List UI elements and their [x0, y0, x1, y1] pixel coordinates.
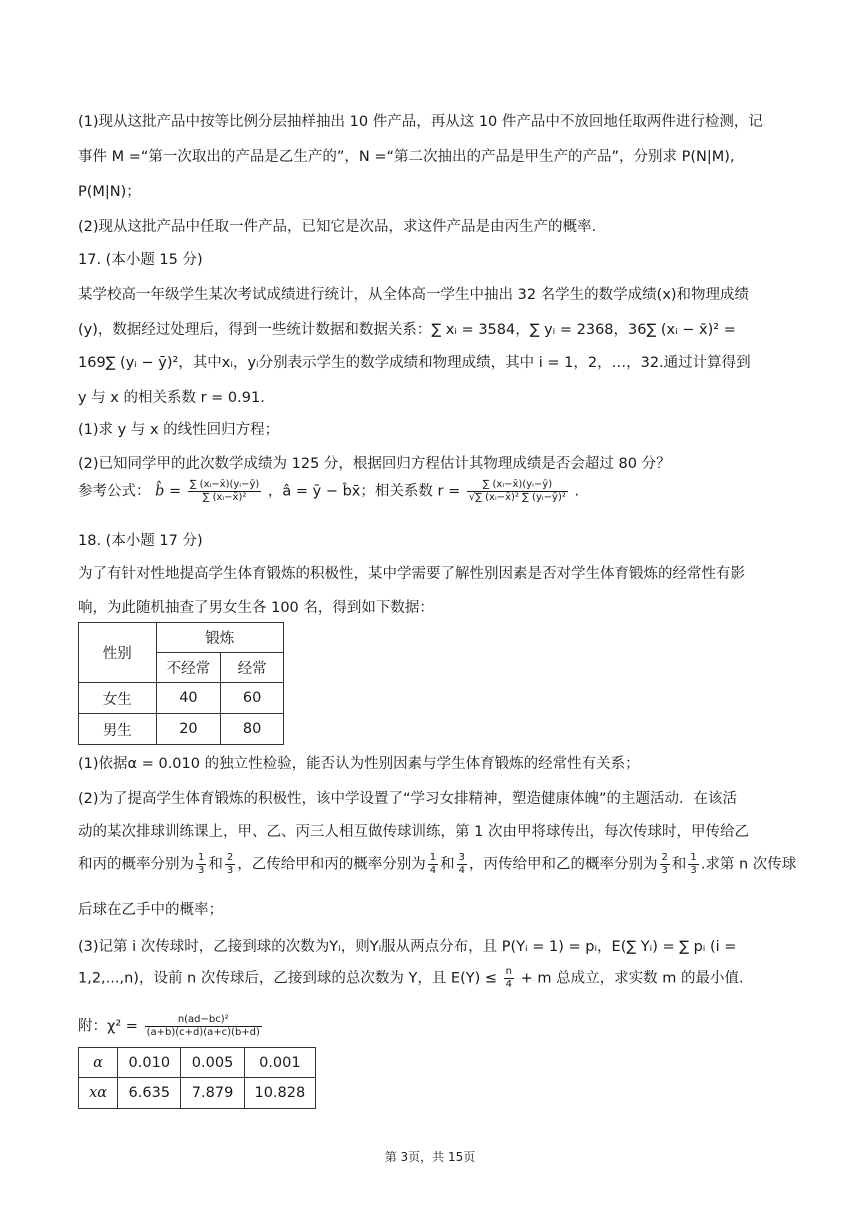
table-row: xα 6.635 7.879 10.828: [79, 1078, 316, 1109]
q17-line4: y 与 x 的相关系数 r = 0.91.: [78, 390, 265, 406]
fraction-3-4: $\frac{3}{4}$: [458, 852, 465, 876]
fraction-1-3b: $\frac{1}{3}$: [690, 852, 697, 876]
fraction-2-3b: $\frac{2}{3}$: [661, 852, 668, 876]
q17-header: 17. (本小题 15 分): [78, 252, 203, 268]
b-hat-fraction: $\frac{\text{∑ (xᵢ−x̄)(yᵢ−ȳ)}}{\text{∑ (xᵢ−x̄)²}}$: [189, 479, 260, 503]
q17-question1: (1)求 y 与 x 的线性回归方程；: [78, 422, 280, 438]
q17-line2: (y)，数据经过处理后，得到一些统计数据和数据关系：∑ xᵢ = 3584，∑ yᵢ = 2368，36∑ (xᵢ − x̄)² =: [78, 322, 736, 338]
header-not-often: 不经常: [156, 653, 221, 683]
page-footer: 第 3页，共 15页: [384, 1150, 476, 1164]
header-gender: 性别: [79, 623, 157, 683]
q18-question2-line3: 和丙的概率分别为 $\frac{1}{3}$ 和 $\frac{2}{3}$ ，乙传给甲和丙的概率分别为 $\frac{1}{4}$ 和 $\frac{3}{4}$ ，丙传给甲和乙的概率分别为 $\frac{2}{3}$ 和 $\frac{1}{3}$ .求第 n 次传球: [78, 852, 797, 876]
table-row: 女生 40 60: [79, 683, 284, 714]
q16-part1-line2: 事件 M =“第一次取出的产品是乙生产的”，N =“第二次抽出的产品是甲生产的产品”，分别求 P(N|M),: [78, 149, 735, 165]
chi-square-formula: 附：χ² = $\frac{\text{n(ad−bc)²}}{(a+b)(c+d)(a+c)(b+d)}$: [78, 1014, 260, 1038]
q18-line1: 为了有针对性地提高学生体育锻炼的积极性，某中学需要了解性别因素是否对学生体育锻炼的经常性有影: [78, 566, 745, 582]
q18-line2: 响，为此随机抽查了男女生各 100 名，得到如下数据：: [78, 600, 434, 616]
critical-value-table: [78, 1047, 316, 1109]
q18-header: 18. (本小题 17 分): [78, 533, 203, 549]
fraction-n-4: $\frac{n}{4}$: [505, 966, 513, 990]
q16-part1-line1: (1)现从这批产品中按等比例分层抽样抽出 10 件产品，再从这 10 件产品中不放回地任取两件进行检测，记: [78, 114, 763, 130]
table-row: α 0.010 0.005 0.001: [79, 1048, 316, 1078]
q16-part1-line3: P(M|N)；: [78, 184, 141, 200]
q17-line3: 169∑ (yᵢ − ȳ)²，其中xᵢ，yᵢ分别表示学生的数学成绩和物理成绩，其中 i = 1，2，…，32.通过计算得到: [78, 355, 751, 371]
q18-question3-line1: (3)记第 i 次传球时，乙接到球的次数为Yᵢ，则Yᵢ服从两点分布，且 P(Yᵢ = 1) = pᵢ，E(∑ Yᵢ) = ∑ pᵢ (i =: [78, 939, 737, 955]
fraction-2-3: $\frac{2}{3}$: [226, 852, 234, 876]
exercise-data-table: [78, 622, 284, 745]
fraction-1-4: $\frac{1}{4}$: [429, 852, 437, 876]
q18-question3-line2: 1,2,...,n)，设前 n 次传球后，乙接到球的总次数为 Y，且 E(Y) ≤ $\frac{n}{4}$ + m 总成立，求实数 m 的最小值.: [78, 966, 744, 990]
table-row: 男生 20 80: [79, 714, 284, 745]
q16-part2: (2)现从这批产品中任取一件产品，已知它是次品，求这件产品是由丙生产的概率.: [78, 219, 597, 235]
q17-reference-formula: 参考公式： b̂ = $\frac{\text{∑ (xᵢ−x̄)(yᵢ−ȳ)}}{\text{∑ (xᵢ−x̄)²}}$ ，â = ȳ − b̂x̄；相关系数 r = $\frac{\text{∑ (xᵢ−x̄)(yᵢ−ȳ)}}{\text{√∑ (xᵢ−x̄)² ∑ (yᵢ−ȳ)²}}$ .: [78, 479, 580, 503]
q17-question2: (2)已知同学甲的此次数学成绩为 125 分，根据回归方程估计其物理成绩是否会超过 80 分？: [78, 456, 671, 472]
r-fraction: $\frac{\text{∑ (xᵢ−x̄)(yᵢ−ȳ)}}{\text{√∑ (xᵢ−x̄)² ∑ (yᵢ−ȳ)²}}$: [468, 479, 566, 503]
q18-question2-line4: 后球在乙手中的概率；: [78, 902, 223, 918]
chi-square-fraction: $\frac{\text{n(ad−bc)²}}{(a+b)(c+d)(a+c)(b+d)}$: [146, 1014, 260, 1038]
fraction-1-3: $\frac{1}{3}$: [198, 852, 205, 876]
q17-line1: 某学校高一年级学生某次考试成绩进行统计，从全体高一学生中抽出 32 名学生的数学成绩(x)和物理成绩: [78, 287, 750, 303]
q18-question2-line2: 动的某次排球训练课上，甲、乙、丙三人相互做传球训练，第 1 次由甲将球传出，每次传球时，甲传给乙: [78, 824, 749, 840]
q18-question2-line1: (2)为了提高学生体育锻炼的积极性，该中学设置了“学习女排精神，塑造健康体魄”的主题活动．在该活: [78, 791, 738, 807]
header-exercise: 锻炼: [156, 623, 283, 653]
header-often: 经常: [221, 653, 284, 683]
q18-question1: (1)依据α = 0.010 的独立性检验，能否认为性别因素与学生体育锻炼的经常性有关系；: [78, 756, 640, 772]
